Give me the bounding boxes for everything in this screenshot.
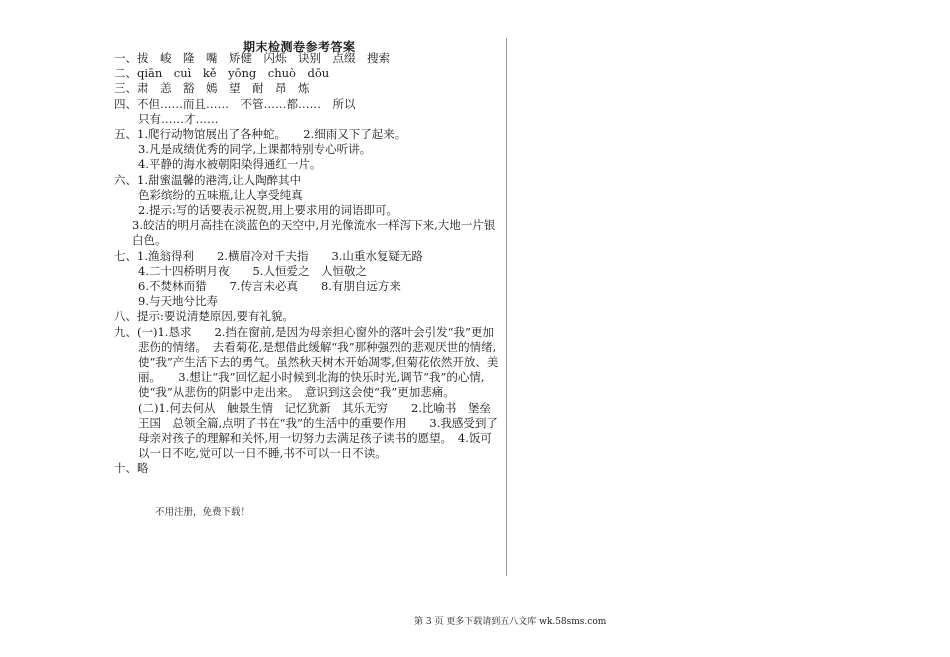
answer-section-7-row-3: 6.不焚林而猎 7.传言未必真 8.有朋自远方来	[138, 279, 401, 294]
page-title: 期末检测卷参考答案	[243, 40, 356, 54]
column-divider	[506, 38, 507, 576]
answer-section-10: 十、略	[114, 461, 149, 476]
answer-section-4-cont: 只有……才……	[138, 111, 219, 126]
answer-section-1: 一、拔 峻 隆 嘴 矫健 闪烁 诀别 点缀 搜索	[114, 51, 390, 65]
answer-section-8: 八、提示:要说清楚原因,要有礼貌。	[114, 309, 295, 324]
answer-section-6-item-3: 3.皎洁的明月高挂在淡蓝色的天空中,月光像流水一样泻下来,大地一片银白色。	[132, 218, 496, 248]
answer-section-6-cont: 色彩缤纷的五味瓶,让人享受纯真	[138, 187, 303, 202]
answer-section-5-item-3: 3.凡是成绩优秀的同学,上课都特别专心听讲。	[138, 142, 372, 157]
answer-content	[114, 51, 502, 477]
answer-section-2: 二、qiān cuì kě yōng chuò dōu	[114, 66, 330, 81]
answer-section-9-part-2: (二)1.何去何从 触景生情 记忆犹新 其乐无穷 2.比喻书 堡垒 王国 总领全篇,点明了书在“我”的生活中的重要作用 3.我感受到了母亲对孩子的理解和关怀,用一切努力去满足孩子读书的愿望。 4.饭可以一日不吃,觉可以一日不睡,书不可以一日不读。	[138, 400, 503, 461]
answer-section-4: 四、不但……而且…… 不管……都…… 所以	[114, 96, 356, 111]
answer-section-7-row-2: 4.二十四桥明月夜 5.人恒爱之 人恒敬之	[138, 263, 367, 278]
answer-section-7: 七、1.渔翁得利 2.横眉冷对千夫指 3.山重水复疑无路	[114, 248, 423, 263]
page-footer: 第 3 页 更多下载请到五八文库 wk.58sms.com	[414, 617, 607, 627]
answer-section-7-row-4: 9.与天地兮比寿	[138, 294, 218, 309]
answer-section-6: 六、1.甜蜜温馨的港湾,让人陶醉其中	[114, 172, 302, 187]
answer-section-3: 三、肃 恙 豁 嫣 望 耐 昂 炼	[114, 81, 310, 96]
answer-section-5: 五、1.爬行动物馆展出了各种蛇。 2.细雨又下了起来。	[114, 127, 407, 142]
download-note: 不用注册，免费下载！	[155, 507, 251, 518]
answer-section-9-part-1: 九、(一)1.恳求 2.挡在窗前,是因为母亲担心窗外的落叶会引发“我”更加悲伤的情绪。 去看菊花,是想借此缓解“我”那种强烈的悲观厌世的情绪,使“我”产生活下去的勇气。虽然秋天树木开始凋零,但菊花依然开放、美丽。 3.想让“我”回忆起小时候到北海的快乐时光,调节“我”的心情,使“我”从悲伤的阴影中走出来。 意识到这会使“我”更加悲痛。	[114, 324, 499, 400]
answer-section-6-item-2: 2.提示:写的话要表示祝贺,用上要求用的词语即可。	[138, 203, 398, 218]
answer-section-5-item-4: 4.平静的海水被朝阳染得通红一片。	[138, 157, 322, 172]
